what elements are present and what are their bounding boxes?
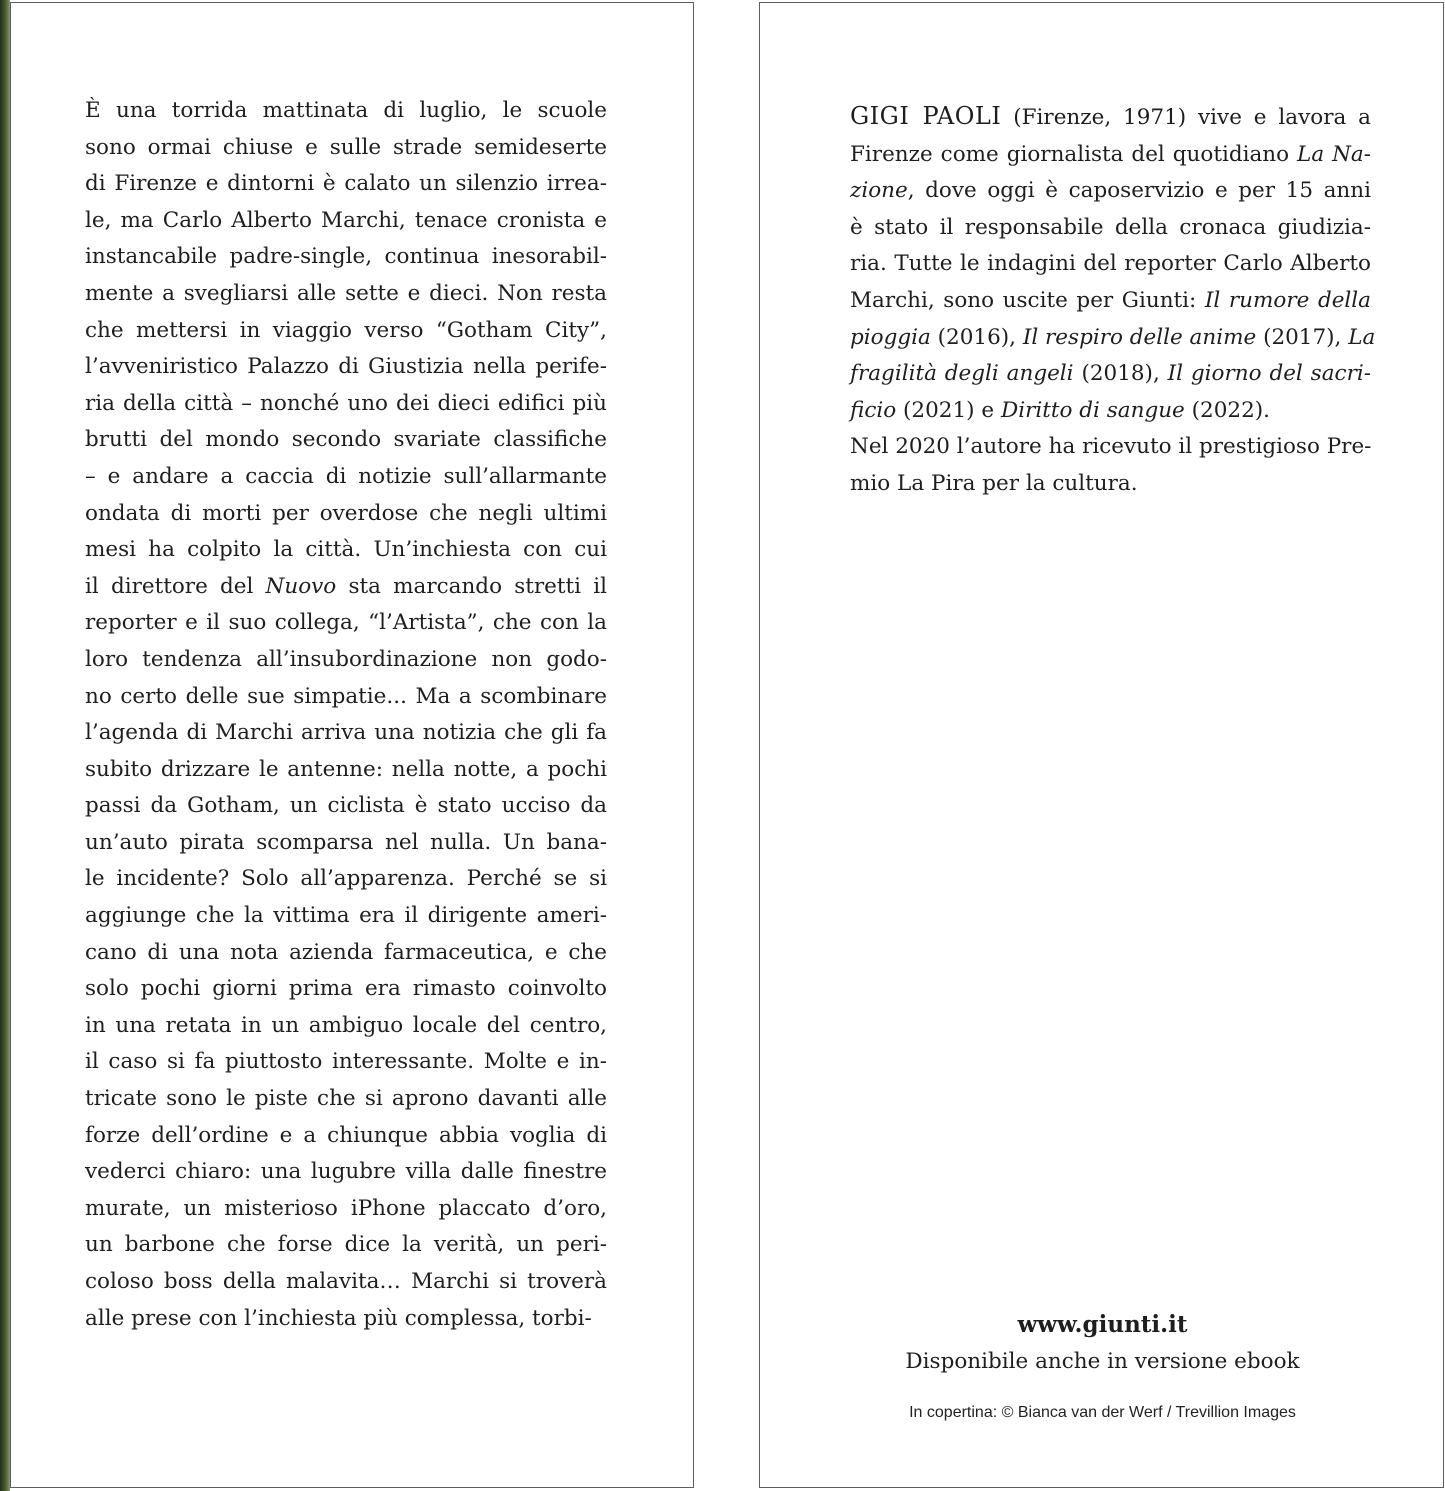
bio-line xyxy=(850,356,1371,393)
bio-year: (2021) e xyxy=(903,397,995,423)
book-title: pioggia xyxy=(850,324,931,350)
blurb-line: mente a svegliarsi alle sette e dieci. Non resta xyxy=(85,280,607,306)
blurb-line: cano di una nota azienda farmaceutica, e che xyxy=(85,939,607,965)
bio-line: ria. Tutte le indagini del reporter Carlo Alberto xyxy=(850,251,1371,277)
blurb-line: aggiunge che la vittima era il dirigente ameri- xyxy=(85,903,607,929)
bio-line xyxy=(850,320,1376,357)
blurb-line: reporter e il suo collega, “l’Artista”, che con la xyxy=(85,610,607,636)
bio-year: (2016), xyxy=(937,324,1016,350)
bio-text-segment: (Firenze, 1971) vive e lavora a xyxy=(1013,105,1371,130)
blurb-line: È una torrida mattinata di luglio, le scuole xyxy=(85,98,607,123)
blurb-text-segment: il direttore del xyxy=(85,573,254,599)
author-bio xyxy=(850,98,1376,503)
blurb-line: di Firenze e dintorni è calato un silenzio irrea- xyxy=(85,171,607,197)
ebook-availability: Disponibile anche in versione ebook xyxy=(905,1349,1300,1374)
blurb-line: il caso si fa piuttosto interessante. Molte e in- xyxy=(85,1049,607,1075)
blurb-line: l’avveniristico Palazzo di Giustizia nella perife- xyxy=(85,354,607,380)
book-title: Il respiro delle anime xyxy=(1022,324,1257,350)
blurb-line: un barbone che forse dice la verità, un peri- xyxy=(85,1232,607,1258)
blurb-line: coloso boss della malavita… Marchi si troverà xyxy=(85,1269,607,1294)
bio-year: (2017), xyxy=(1263,324,1342,350)
blurb-line: ondata di morti per overdose che negli ultimi xyxy=(85,500,607,526)
blurb-line: – e andare a caccia di notizie sull’allarmante xyxy=(85,463,607,489)
author-name: GIGI PAOLI xyxy=(850,102,1002,130)
blurb-line: ria della città – nonché uno dei dieci edifici più xyxy=(85,390,607,416)
left-flap xyxy=(10,2,694,1488)
blurb-line: mesi ha colpito la città. Un’inchiesta con cui xyxy=(85,537,607,563)
blurb-line: forze dell’ordine e a chiunque abbia voglia di xyxy=(85,1122,607,1148)
bio-line xyxy=(850,283,1371,320)
book-title: Il giorno del sacri- xyxy=(1167,361,1371,387)
blurb-line: le incidente? Solo all’apparenza. Perché se si xyxy=(85,866,607,892)
blurb-line: sono ormai chiuse e sulle strade semideserte xyxy=(85,134,607,160)
blurb-line: solo pochi giorni prima era rimasto coinvolto xyxy=(85,976,607,1002)
blurb-line: l’agenda di Marchi arriva una notizia che gli fa xyxy=(85,720,607,746)
bio-line xyxy=(850,173,1371,210)
bio-year: (2018), xyxy=(1081,361,1160,387)
bio-line xyxy=(850,393,1371,430)
blurb-line: no certo delle sue simpatie... Ma a scombinare xyxy=(85,683,607,709)
blurb-line: subito drizzare le antenne: nella notte, a pochi xyxy=(85,756,607,782)
newspaper-title: La Na- xyxy=(1297,141,1371,167)
newspaper-title: Nuovo xyxy=(265,573,337,599)
bio-text-segment: , dove oggi è caposervizio e per 15 anni xyxy=(907,178,1371,204)
blurb-line: tricate sono le piste che si aprono davanti alle xyxy=(85,1086,607,1112)
flap-gap xyxy=(694,0,759,1491)
book-title: fragilità degli angeli xyxy=(850,361,1074,387)
blurb-text-segment: sta marcando stretti il xyxy=(348,573,607,599)
cover-credit: In copertina: © Bianca van der Werf / Trevillion Images xyxy=(909,1404,1296,1421)
bio-line: è stato il responsabile della cronaca giudizia- xyxy=(850,214,1371,240)
publisher-website: www.giunti.it xyxy=(1017,1311,1188,1338)
blurb-line: passi da Gotham, un ciclista è stato ucciso da xyxy=(85,793,607,819)
blurb-line: brutti del mondo secondo svariate classifiche xyxy=(85,427,607,453)
book-title: ficio xyxy=(850,397,897,423)
blurb-line: murate, un misterioso iPhone placcato d’oro, xyxy=(85,1195,607,1221)
bio-line: mio La Pira per la cultura. xyxy=(850,470,1138,496)
blurb-line: le, ma Carlo Alberto Marchi, tenace cronista e xyxy=(85,207,607,233)
book-title: Il rumore della xyxy=(1204,287,1372,313)
blurb-line: alle prese con l’inchiesta più complessa, torbi- xyxy=(85,1305,592,1331)
bio-line: Nel 2020 l’autore ha ricevuto il prestigioso Pre- xyxy=(850,434,1372,460)
book-title: Diritto di sangue xyxy=(1000,397,1185,423)
blurb-line: loro tendenza all’insubordinazione non godo- xyxy=(85,646,607,672)
bio-text-segment: Firenze come giornalista del quotidiano xyxy=(850,141,1290,167)
bio-line xyxy=(850,98,1371,137)
cover-edge xyxy=(0,0,10,1491)
blurb-line: un’auto pirata scomparsa nel nulla. Un bana- xyxy=(85,829,607,855)
blurb-line: che mettersi in viaggio verso “Gotham City”, xyxy=(85,317,607,343)
blurb-line xyxy=(85,569,607,606)
bio-line xyxy=(850,137,1371,174)
bio-text-segment: Marchi, sono uscite per Giunti: xyxy=(850,287,1197,313)
blurb-line: in una retata in un ambiguo locale del centro, xyxy=(85,1012,607,1038)
bio-year: (2022). xyxy=(1191,397,1270,423)
right-flap xyxy=(759,2,1444,1488)
newspaper-title: zione xyxy=(850,178,908,204)
blurb-line: vederci chiaro: una lugubre villa dalle finestre xyxy=(85,1159,607,1185)
blurb-text xyxy=(85,93,607,1337)
blurb-line: instancabile padre-single, continua inesorabil- xyxy=(85,244,607,270)
book-title: La xyxy=(1348,324,1376,350)
